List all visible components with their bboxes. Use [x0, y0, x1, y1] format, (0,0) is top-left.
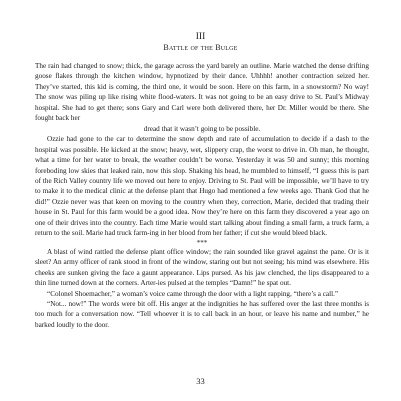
chapter-title-text: Battle of the Bulge: [163, 43, 238, 52]
chapter-heading: [0, 32, 401, 53]
paragraph: Ozzie had gone to the car to determine the snow depth and rate of accumulation to decide if a dash to the hospital was possible. He kicked at the snow; heavy, wet, slippery crap, the worst to drive in. Oh man, he thought, what a time for her water to break, the weather couldn’t be worse. Yesterday it was 50 and sunny; this morning foreboding low skies that leaked rain, now this slop. Shaking his head, he mumbled to himself, “I guess this is part of the Rich Valley country life we moved out here to enjoy. Driving to St. Paul will be impossible, we’ll have to try to make it to the medical clinic at the defense plant that Hugo had mentioned a few weeks ago. Thank God that he did!” Ozzie never was that keen on moving to the country when they, correction, Marie, decided that trading their house in St. Paul for this farm would be a good idea. Now they’re here on this farm they discovered a year ago on one of their drives into the country. Each time Marie would start talking about finding a small farm, a truck farm, a return to the soil. Marie had truck farm-ing in her blood from her father; if cut she would bleed black.: [35, 135, 369, 238]
paragraph: dread that it wasn’t going to be possible.: [143, 124, 261, 133]
paragraph: “Colonel Shoemacher,” a woman’s voice came through the door with a light rapping, “there’s a call.”: [47, 289, 339, 298]
chapter-number: III: [195, 32, 206, 42]
chapter-title: [0, 43, 401, 53]
page-number: 33: [196, 376, 205, 386]
paragraph: “Not... now!” The words were bit off. His anger at the indignities he has suffered over the last three months is too much for a conversation now. “Tell whoever it is to call back in an hour, or leave his name and number,” he barked loudly to the door.: [35, 299, 369, 329]
body-text: [35, 61, 369, 330]
section-break: ***: [196, 238, 208, 247]
paragraph: The rain had changed to snow; thick, the garage across the yard barely an outline. Marie watched the dense drifting goose flakes through the kitchen window, hypnotized by their dance. Uhhhh! another contraction seized her. They’ve started, this kid is coming, the third one, it would be soon. Here on this farm, in a snowstorm? No way! The snow was piling up like rising white flood-waters. It was not going to be an easy drive to St. Paul’s Midway hospital. She had to get there; sons Gary and Carl were both delivered there, her Dr. Miller would be there. She fought back her: [35, 62, 369, 123]
paragraph: A blast of wind rattled the defense plant office window; the rain sounded like gravel against the pane. Or is it sleet? An army officer of rank stood in front of the window, staring out but not seeing; his mind was elsewhere. His cheeks are sunken giving the face a gaunt appearance. Lips pursed. As his jaw clenched, the lips disappeared to a thin line turned down at the corners. Arter-ies pulsed at the temples “Damn!” he spat out.: [35, 247, 369, 288]
